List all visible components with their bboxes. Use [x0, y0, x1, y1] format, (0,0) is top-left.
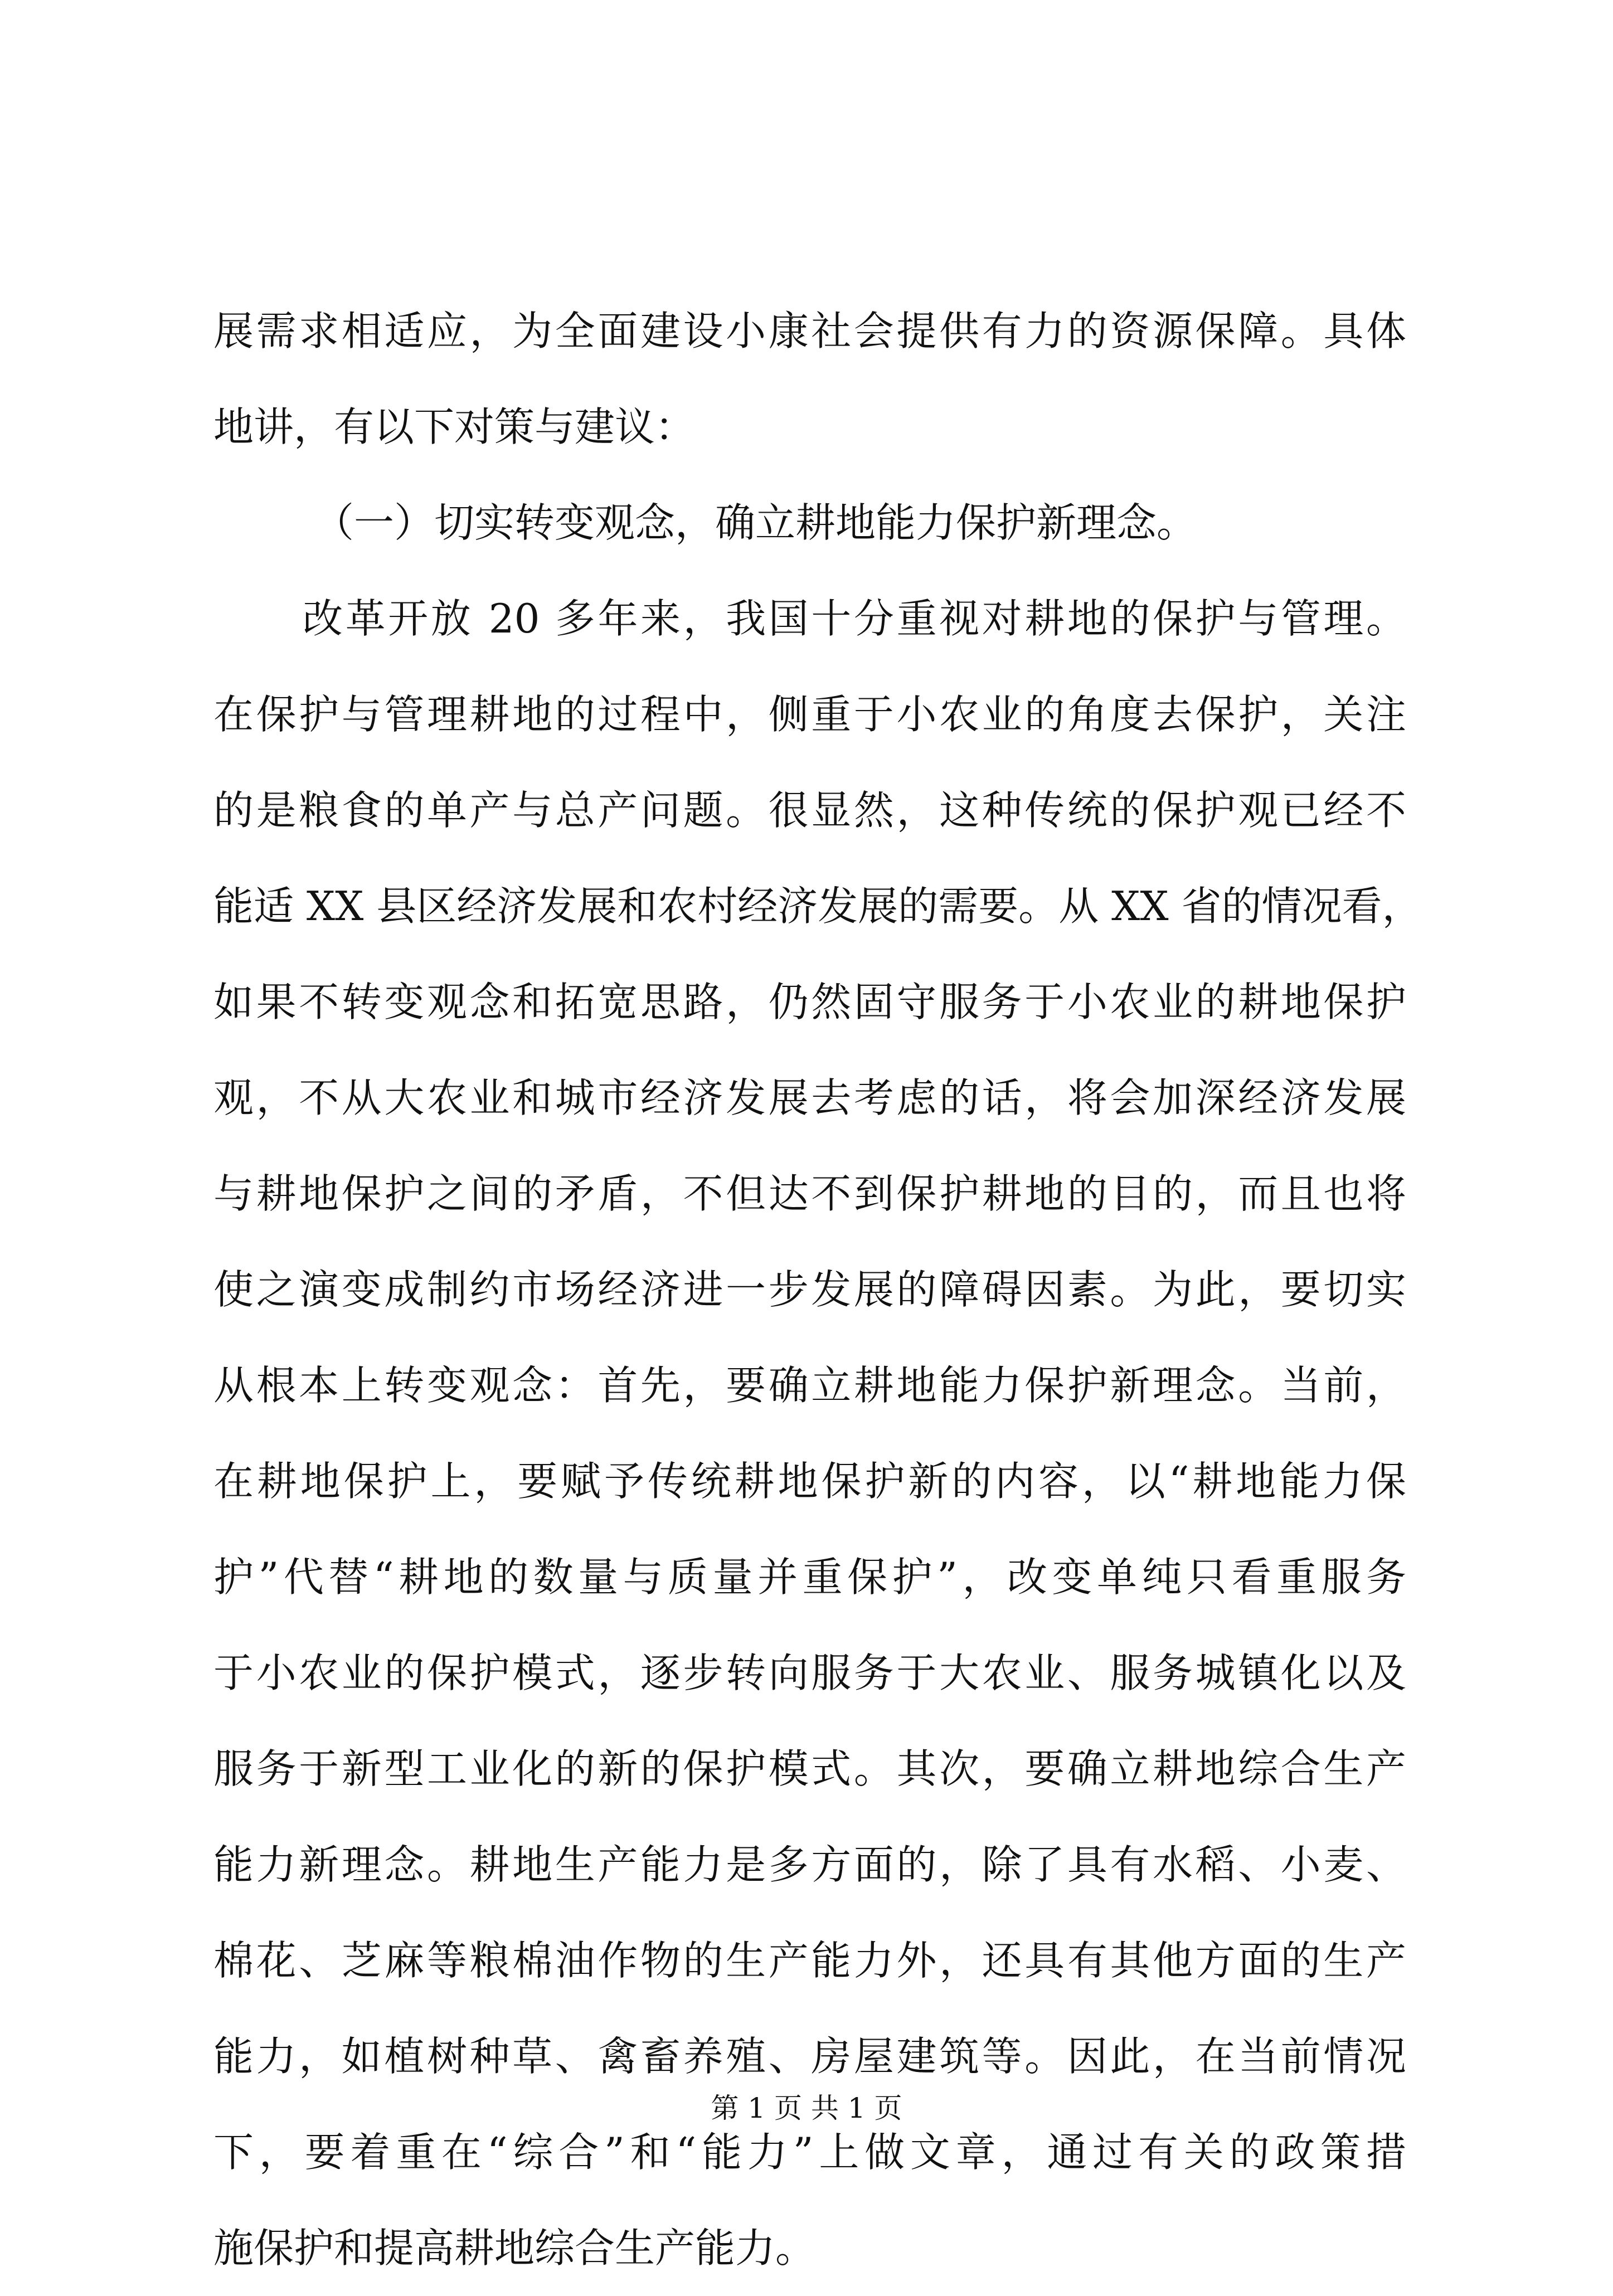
document-body	[213, 283, 1422, 2296]
text-line: 于小农业的保护模式，逐步转向服务于大农业、服务城镇化以及	[213, 1650, 1406, 1696]
text-line: 在保护与管理耕地的过程中，侧重于小农业的角度去保护，关注	[213, 691, 1406, 738]
text-line: 能适 XX 县区经济发展和农村经济发展的需要。从 XX 省的情况看，	[213, 883, 1422, 930]
text-line: 下，要着重在“综合”和“能力”上做文章，通过有关的政策措	[213, 2129, 1406, 2176]
text-line: 施保护和提高耕地综合生产能力。	[213, 2225, 816, 2271]
text-line: 的是粮食的单产与总产问题。很显然，这种传统的保护观已经不	[213, 787, 1406, 834]
text-line: 使之演变成制约市场经济进一步发展的障碍因素。为此，要切实	[213, 1266, 1406, 1313]
text-line: 观，不从大农业和城市经济发展去考虑的话，将会加深经济发展	[213, 1074, 1406, 1121]
text-line: 能力，如植树种草、禽畜养殖、房屋建筑等。因此，在当前情况	[213, 2033, 1406, 2080]
text-line: 从根本上转变观念：首先，要确立耕地能力保护新理念。当前，	[213, 1362, 1406, 1409]
text-line: 棉花、芝麻等粮棉油作物的生产能力外，还具有其他方面的生产	[213, 1937, 1406, 1984]
text-line: 改革开放 20 多年来，我国十分重视对耕地的保护与管理。	[303, 595, 1406, 642]
text-line: 展需求相适应，为全面建设小康社会提供有力的资源保障。具体	[213, 308, 1406, 354]
section-heading: （一）切实转变观念，确立耕地能力保护新理念。	[314, 499, 1197, 546]
text-line: 在耕地保护上，要赋予传统耕地保护新的内容，以“耕地能力保	[213, 1458, 1406, 1505]
text-line: 能力新理念。耕地生产能力是多方面的，除了具有水稻、小麦、	[213, 1841, 1406, 1888]
text-line: 与耕地保护之间的矛盾，不但达不到保护耕地的目的，而且也将	[213, 1170, 1406, 1217]
text-line: 服务于新型工业化的新的保护模式。其次，要确立耕地综合生产	[213, 1745, 1406, 1792]
text-line: 如果不转变观念和拓宽思路，仍然固守服务于小农业的耕地保护	[213, 979, 1406, 1025]
text-line: 护”代替“耕地的数量与质量并重保护”，改变单纯只看重服务	[213, 1554, 1406, 1601]
text-line: 地讲，有以下对策与建议：	[213, 403, 696, 450]
page-number-footer: 第 1 页 共 1 页	[711, 2092, 902, 2124]
